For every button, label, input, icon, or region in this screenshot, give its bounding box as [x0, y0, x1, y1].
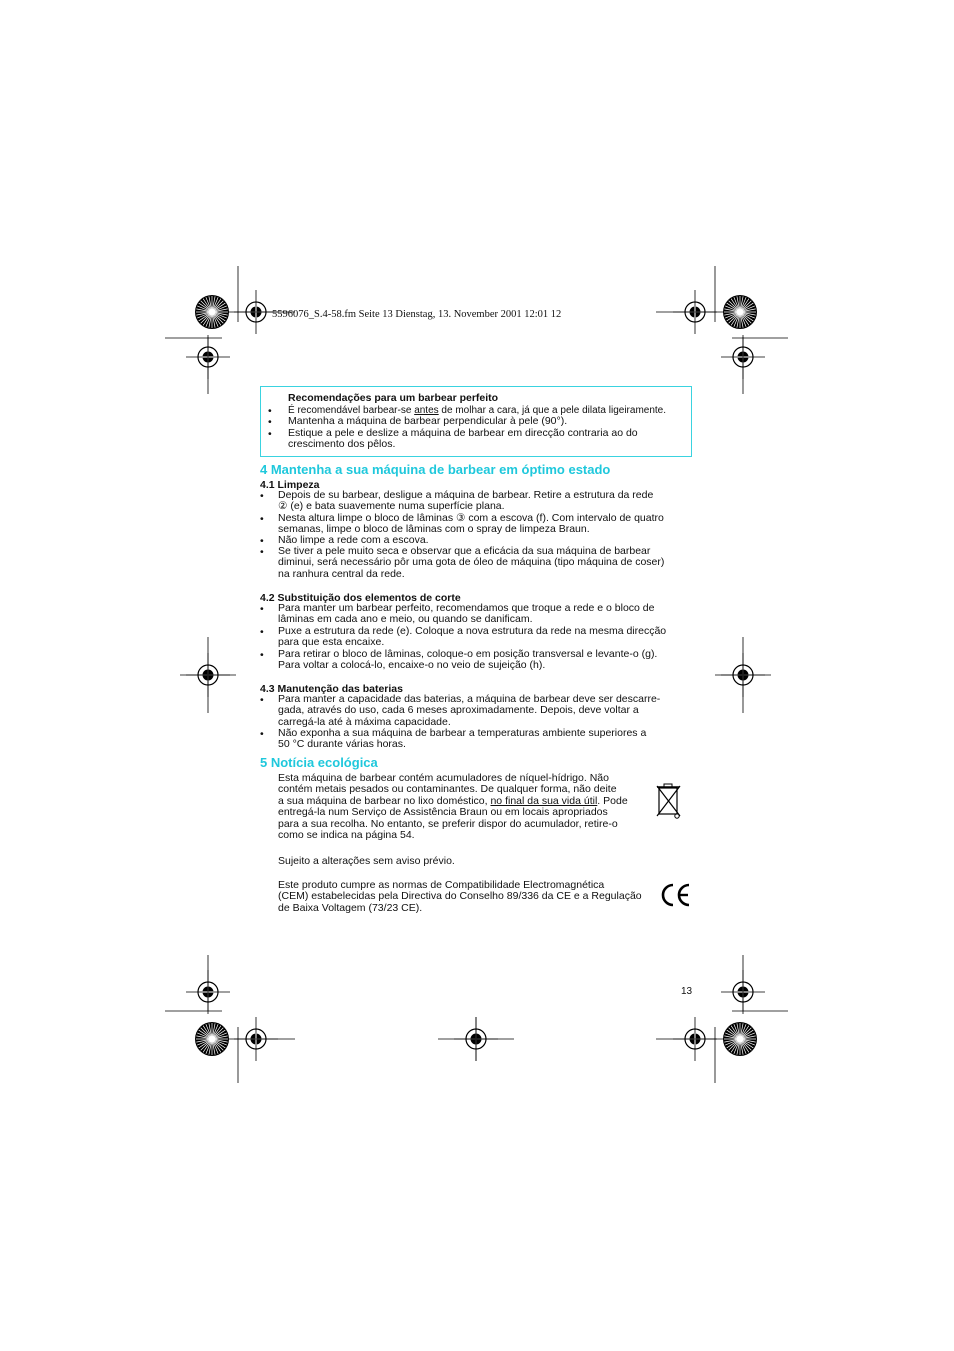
- bullet: •: [260, 490, 264, 502]
- bullet: •: [260, 513, 264, 525]
- tip-2: Mantenha a máquina de barbear perpendicular à pele (90°).: [288, 415, 568, 427]
- replacement-step-3: Para retirar o bloco de lâminas, coloque-o em posição transversal e levante-o (g). Para voltar a colocá-lo, encaixe-o no veio de sujeição (h).: [278, 648, 658, 672]
- subject-to-change: Sujeito a alterações sem aviso prévio.: [278, 855, 455, 867]
- crossed-out-bin-icon: [656, 782, 684, 820]
- replacement-step-1: Para manter um barbear perfeito, recomendamos que troque a rede e o bloco de lâminas em cada ano e meio, ou quando se danificam.: [278, 602, 655, 626]
- tips-title: Recomendações para um barbear perfeito: [288, 392, 499, 404]
- ce-mark-icon: [660, 882, 692, 908]
- bullet: •: [260, 535, 264, 547]
- file-slug: 5596076_S.4-58.fm Seite 13 Dienstag, 13. November 2001 12:01 12: [272, 309, 562, 320]
- battery-step-1: Para manter a capacidade das baterias, a máquina de barbear deve ser descarre- gada, através do uso, cada 6 meses aproximadamente. Depois, deve voltar a carregá-la até à máxima capacidade.: [278, 693, 661, 728]
- tip-1: É recomendável barbear-se antes de molhar a cara, já que a pele dilata ligeiramente.: [288, 405, 667, 416]
- cleaning-step-1: Depois de su barbear, desligue a máquina de barbear. Retire a estrutura da rede ② (e) e bata suavemente numa superfície plana.: [278, 489, 654, 513]
- cleaning-step-2: Nesta altura limpe o bloco de lâminas ③ com a escova (f). Com intervalo de quatro semanas, limpe o bloco de lâminas com o spray de limpeza Braun.: [278, 512, 664, 536]
- replacement-step-2: Puxe a estrutura da rede (e). Coloque a nova estrutura da rede na mesma direcção para que esta encaixe.: [278, 625, 667, 649]
- bullet: •: [260, 694, 264, 706]
- subheading-4-3: 4.3 Manutenção das baterias: [260, 683, 403, 695]
- battery-step-2: Não exponha a sua máquina de barbear a temperaturas ambiente superiores a 50 °C durante várias horas.: [278, 727, 647, 751]
- bullet: •: [268, 416, 272, 428]
- cleaning-step-3: Não limpe a rede com a escova.: [278, 534, 429, 546]
- bullet: •: [260, 649, 264, 661]
- page-number: 13: [681, 986, 693, 997]
- tip-3: Estique a pele e deslize a máquina de barbear em direcção contraria ao do crescimento dos pêlos.: [288, 427, 638, 451]
- bullet: •: [268, 405, 272, 417]
- subheading-4-2: 4.2 Substituição dos elementos de corte: [260, 592, 461, 604]
- section-5-heading: 5 Notícia ecológica: [260, 755, 378, 770]
- eco-paragraph: Esta máquina de barbear contém acumuladores de níquel-hídrigo. Não contém metais pesados ou contaminantes. De qualquer forma, não deite a sua máquina de barbear no lixo doméstico, no final da sua vida útil. Pode entregá-la num Serviço de Assistência Braun ou em locais apropriados para a sua recolha. No entanto, se preferir dispor do acumulador, retire-o como se indica na página 54.: [278, 772, 628, 842]
- subheading-4-1: 4.1 Limpeza: [260, 479, 320, 491]
- bullet: •: [260, 603, 264, 615]
- bullet: •: [268, 428, 272, 440]
- bullet: •: [260, 626, 264, 638]
- cleaning-step-4: Se tiver a pele muito seca e observar que a eficácia da sua máquina de barbear diminui, será necessário pôr uma gota de óleo de máquina (tipo máquina de coser) na ranhura central da rede.: [278, 545, 665, 580]
- compliance-paragraph: Este produto cumpre as normas de Compatibilidade Electromagnética (CEM) estabelecidas pela Directiva do Conselho 89/336 da CE e a Regulação de Baixa Voltagem (73/23 CE).: [278, 879, 642, 914]
- bullet: •: [260, 546, 264, 558]
- section-4-heading: 4 Mantenha a sua máquina de barbear em óptimo estado: [260, 462, 611, 477]
- bullet: •: [260, 728, 264, 740]
